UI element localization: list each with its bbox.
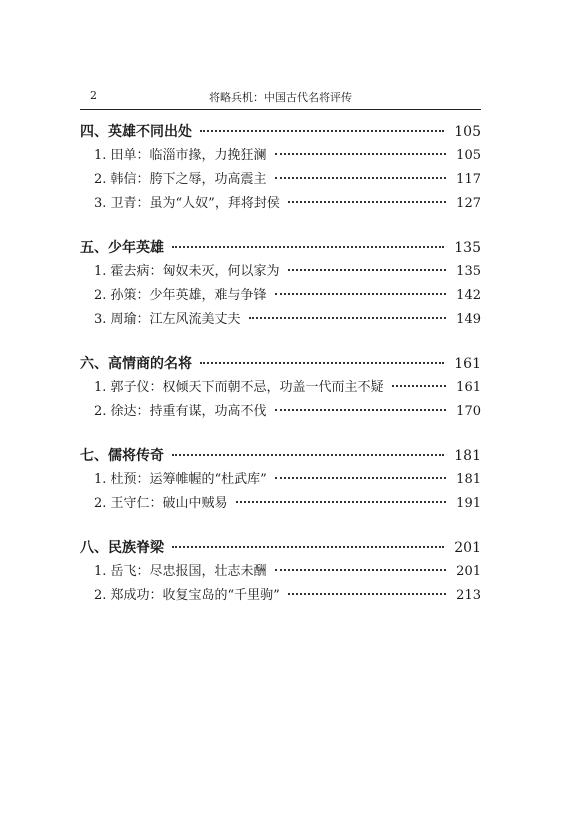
leader-dots (172, 545, 444, 548)
entry-title: 3. 卫青：虽为“人奴”，拜将封侯 (94, 196, 280, 211)
toc-entry (80, 260, 481, 284)
toc-entry (80, 584, 481, 608)
entry-page: 213 (456, 588, 481, 603)
leader-dots (288, 592, 446, 595)
leader-dots (172, 453, 444, 456)
toc-section (80, 444, 481, 516)
toc-entry (80, 560, 481, 584)
toc-section (80, 536, 481, 608)
toc-entry (80, 144, 481, 168)
section-title: 六、高情商的名将 (80, 356, 192, 372)
leader-dots (275, 152, 447, 155)
page-number: 2 (90, 89, 97, 102)
entry-title: 2. 韩信：胯下之辱，功高震主 (94, 172, 267, 187)
running-title: 将略兵机：中国古代名将评传 (209, 91, 352, 104)
toc-entry (80, 468, 481, 492)
entry-title: 1. 杜预：运筹帷幄的“杜武库” (94, 472, 267, 487)
toc-entry (80, 308, 481, 332)
toc-entry (80, 400, 481, 424)
entry-page: 142 (456, 288, 481, 303)
toc-section (80, 352, 481, 424)
leader-dots (172, 245, 444, 248)
entry-title: 2. 徐达：持重有谋，功高不伐 (94, 404, 267, 419)
leader-dots (392, 384, 447, 387)
section-title: 八、民族脊梁 (80, 540, 164, 556)
toc-entry (80, 376, 481, 400)
toc-section-heading (80, 236, 481, 260)
leader-dots (236, 500, 447, 503)
toc-section-heading (80, 444, 481, 468)
entry-page: 127 (456, 196, 481, 211)
section-page: 135 (454, 240, 481, 256)
leader-dots (275, 176, 447, 179)
leader-dots (200, 129, 444, 132)
toc-entry (80, 284, 481, 308)
toc-section (80, 236, 481, 332)
entry-page: 149 (456, 312, 481, 327)
entry-title: 2. 孙策：少年英雄，难与争锋 (94, 288, 267, 303)
table-of-contents (80, 120, 481, 628)
toc-section-heading (80, 120, 481, 144)
leader-dots (200, 361, 444, 364)
entry-title: 2. 王守仁：破山中贼易 (94, 496, 228, 511)
entry-page: 201 (456, 564, 481, 579)
leader-dots (275, 568, 447, 571)
leader-dots (275, 292, 447, 295)
entry-page: 170 (456, 404, 481, 419)
section-title: 四、英雄不同出处 (80, 124, 192, 140)
toc-entry (80, 492, 481, 516)
running-header (80, 87, 481, 110)
entry-page: 135 (456, 264, 481, 279)
entry-title: 1. 田单：临淄市掾，力挽狂澜 (94, 148, 267, 163)
toc-section-heading (80, 352, 481, 376)
section-title: 五、少年英雄 (80, 240, 164, 256)
entry-page: 191 (456, 496, 481, 511)
entry-page: 105 (456, 148, 481, 163)
leader-dots (249, 316, 447, 319)
entry-title: 3. 周瑜：江左风流美丈夫 (94, 312, 241, 327)
toc-section-heading (80, 536, 481, 560)
entry-title: 2. 郑成功：收复宝岛的“千里驹” (94, 588, 280, 603)
toc-section (80, 120, 481, 216)
section-title: 七、儒将传奇 (80, 448, 164, 464)
leader-dots (288, 268, 447, 271)
section-page: 161 (454, 356, 481, 372)
entry-page: 161 (456, 380, 481, 395)
toc-entry (80, 168, 481, 192)
entry-title: 1. 岳飞：尽忠报国，壮志未酬 (94, 564, 267, 579)
entry-title: 1. 霍去病：匈奴未灭，何以家为 (94, 264, 280, 279)
entry-title: 1. 郭子仪：权倾天下而朝不忌，功盖一代而主不疑 (94, 380, 384, 395)
leader-dots (275, 476, 446, 479)
toc-entry (80, 192, 481, 216)
leader-dots (288, 200, 446, 203)
section-page: 181 (454, 448, 481, 464)
entry-page: 181 (456, 472, 481, 487)
entry-page: 117 (456, 172, 481, 187)
section-page: 201 (454, 540, 481, 556)
leader-dots (275, 408, 447, 411)
section-page: 105 (454, 124, 481, 140)
